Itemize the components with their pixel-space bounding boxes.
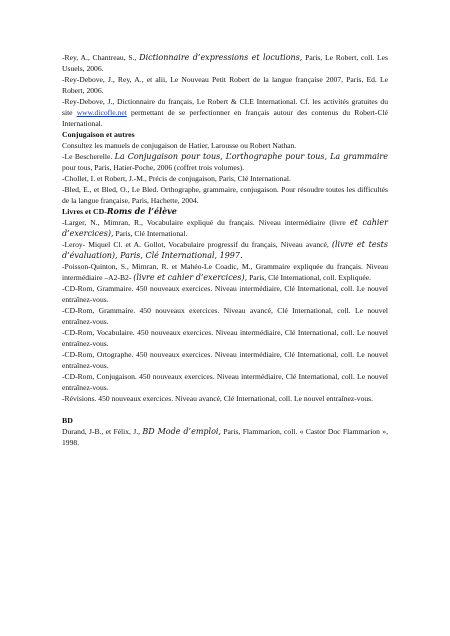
ref-title: (livre et tests d’évaluation), Paris, Clé International, 1997. — [62, 240, 388, 260]
ref-text: -Larger, N., Mimran, R., Vocabulaire expliqué du français. Niveau intermédiaire (livre — [62, 218, 350, 227]
ref-text: Paris, Flammarion, coll. « Castor Doc Flammarion », 1998. — [62, 427, 388, 447]
ref-bled: -Bled, E., et Bled, O., Le Bled. Orthographe, grammaire, conjugaison. Pour résoudre toutes les difficultés de la langue française, Paris, Hachette, 2004. — [62, 185, 388, 205]
ref-poisson-quinton — [62, 261, 388, 283]
ref-leroy — [62, 239, 388, 261]
heading-conjugaison: Conjugaison et autres — [62, 130, 135, 139]
heading-text: Livres et CD- — [62, 207, 107, 216]
ref-chollet: -Chollet, I. et Robert, J.-M., Précis de conjugaison, Paris, Clé International. — [62, 174, 291, 183]
ref-text: -Poisson-Quinton, S., Mimran, R. et Mahéo-Le Coadic, M., Grammaire expliquée du français. Niveau intermédiaire –A2-B2- — [62, 262, 388, 282]
ref-text: Paris, Clé International, coll. Expliquée. — [247, 273, 371, 282]
conjugaison-intro: Consultez les manuels de conjugaison de Hatier, Larousse ou Robert Nathan. — [62, 141, 297, 150]
heading-livres-cd-roms — [62, 206, 388, 217]
ref-title: La Conjugaison pour tous, L’orthographe pour tous, La grammaire — [114, 152, 388, 161]
ref-title: BD Mode d’emploi, — [142, 427, 221, 436]
ref-cd-vocabulaire: -CD-Rom, Vocabulaire. 450 nouveaux exercices. Niveau intermédiaire, Clé International, coll. Le nouvel entraînez-vous. — [62, 328, 388, 348]
ref-title: et cahier d’exercices), — [62, 218, 388, 238]
heading-title: Roms de l’élève — [106, 206, 177, 216]
ref-larger — [62, 217, 388, 239]
ref-rey-debove-petit-robert: -Rey-Debove, J., Rey, A., et alii, Le Nouveau Petit Robert de la langue française 2007, Paris, Ed. Le Robert, 2006. — [62, 75, 388, 95]
ref-text: Paris, Le Robert, coll. Les Usuels, 2006. — [62, 53, 389, 73]
ref-text: -Rey-Debove, J., Dictionnaire du français, Le Robert & CLE International. Cf. les activités gratuites du site — [62, 97, 388, 117]
ref-durand — [62, 426, 388, 448]
ref-cd-grammaire: -CD-Rom, Grammaire. 450 nouveaux exercices. Niveau intermédiaire, Clé International, coll. Le nouvel entraînez-vous. — [62, 284, 388, 304]
ref-text: Paris, Clé International. — [113, 229, 188, 238]
ref-bescherelle — [62, 151, 388, 173]
ref-cd-orthographe: -CD-Rom, Ortographe. 450 nouveaux exercices. Niveau intermédiaire, Clé International, coll. Le nouvel entraînez-vous. — [62, 350, 388, 370]
ref-text: -Leroy- Miquel Cl. et A. Gollot, Vocabulaire progressif du français, Niveau avancé, — [62, 240, 332, 249]
ref-cd-conjugaison: -CD-Rom, Conjugaison. 450 nouveaux exercices. Niveau intermédiaire, Clé International, coll. Le nouvel entraînez-vous. — [62, 372, 388, 392]
ref-text: permettant de se perfectionner en français autour des contenus du Robert-Clé International. — [62, 108, 388, 128]
ref-text: Durand, J-B., et Félix, J., — [62, 427, 143, 436]
spacer — [62, 404, 388, 415]
dicofle-link[interactable]: www.dicofle.net — [76, 108, 127, 117]
ref-rey-chantreau — [62, 52, 388, 74]
ref-text: -Le Bescherelle. — [62, 152, 115, 161]
ref-rey-debove-dictionnaire — [62, 96, 388, 129]
ref-text: pour tous, Paris, Hatier-Poche, 2006 (coffret trois volumes). — [62, 163, 245, 172]
ref-revisions: -Révisions. 450 nouveaux exercices. Niveau avancé, Clé International, coll. Le nouvel entraînez-vous. — [62, 394, 374, 403]
ref-title: (livre et cahier d’exercices), — [133, 273, 248, 282]
heading-bd: BD — [62, 416, 73, 425]
ref-cd-grammaire-avance: -CD-Rom, Grammaire. 450 nouveaux exercices. Niveau avancé, Clé International, coll. Le nouvel entraînez-vous. — [62, 306, 388, 326]
ref-text: -Rey, A., Chantreau, S., — [62, 53, 140, 62]
ref-title: Dictionnaire d’expressions et locutions, — [139, 53, 303, 62]
